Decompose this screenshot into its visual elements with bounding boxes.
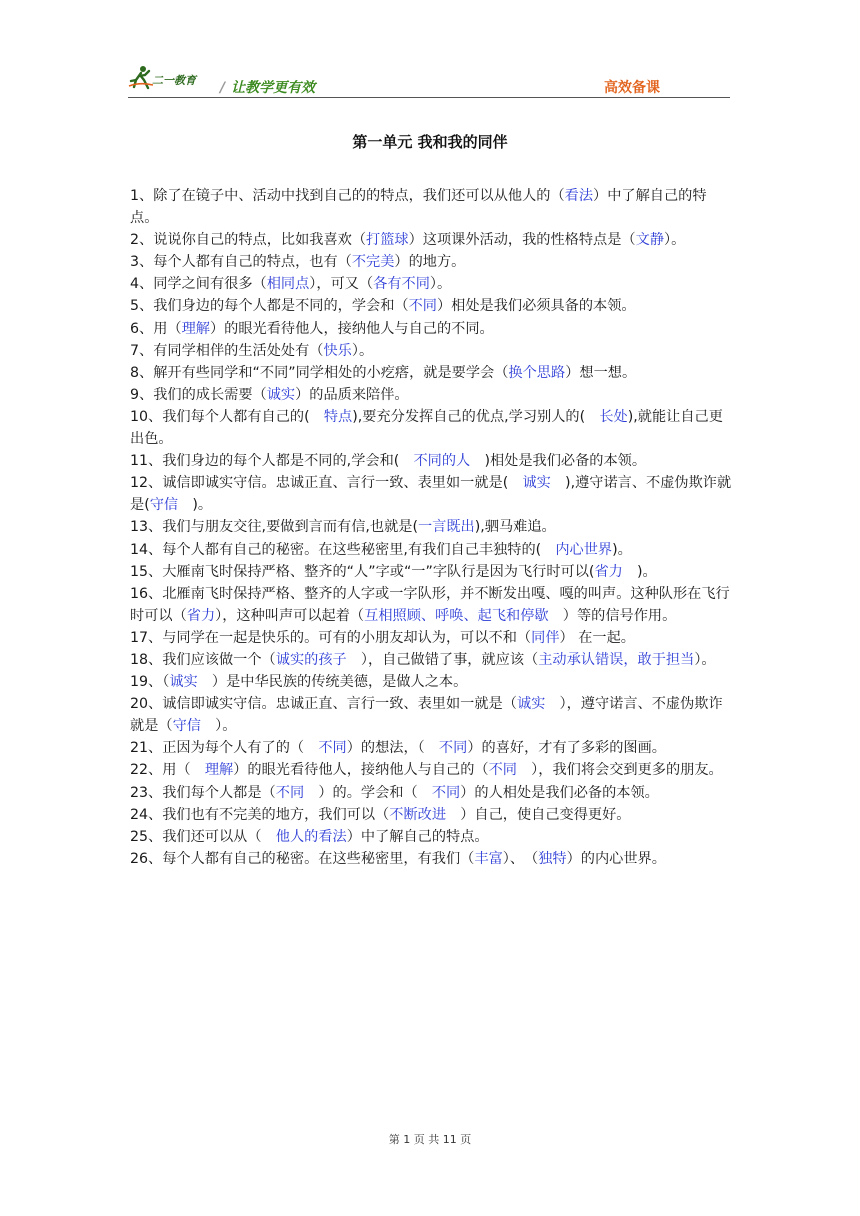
- question-item: [130, 406, 732, 450]
- answer-text: 文静: [635, 232, 665, 249]
- answer-text: 特点: [323, 408, 353, 425]
- answer-text: 一言既出: [417, 519, 475, 536]
- question-item: [130, 516, 732, 538]
- question-text: 15、大雁南飞时保持严格、整齐的“人”字或“一”字队行是因为飞行时可以(: [130, 563, 595, 580]
- question-text: )。: [612, 541, 632, 558]
- question-text: ),要充分发挥自己的优点,学习别人的(: [352, 408, 600, 425]
- question-text: ）自己，使自己变得更好。: [446, 806, 631, 823]
- answer-text: 诚实: [266, 386, 296, 403]
- answer-text: 不同: [438, 740, 468, 757]
- question-text: ）的眼光看待他人，接纳他人与自己的不同。: [209, 320, 494, 337]
- question-text: ）、 （: [502, 850, 539, 867]
- question-item: [130, 185, 732, 229]
- answer-text: 快乐: [323, 342, 352, 359]
- question-item: [130, 295, 732, 317]
- question-item: [130, 450, 732, 472]
- question-item: [130, 737, 732, 759]
- question-item: [130, 848, 732, 870]
- question-text: 17、与同学在一起是快乐的。可有的小朋友却认为，可以不和（: [130, 629, 532, 646]
- question-item: [130, 273, 732, 295]
- question-text: ),遵守诺言、不虚伪欺诈就是(: [130, 475, 732, 514]
- question-item: [130, 627, 732, 649]
- question-text: 20、诚信即诚实守信。忠诚正直、言行一致、表里如一就是（: [130, 696, 517, 713]
- header-slogan: / 让教学更有效: [220, 80, 316, 96]
- question-text: )相处是我们必备的本领。: [470, 453, 647, 470]
- answer-text: 不同的人: [413, 453, 471, 470]
- answer-text: 守信: [149, 497, 179, 514]
- question-item: [130, 782, 732, 804]
- answer-text: 内心世界: [555, 541, 613, 558]
- answer-text: 省力: [594, 563, 623, 580]
- question-text: 24、我们也有不完美的地方，我们可以（: [130, 806, 390, 823]
- question-text: 1、除了在镜子中、活动中找到自己的的特点，我们还可以从他人的（: [130, 188, 565, 204]
- question-text: 26、每个人都有自己的秘密。在这些秘密里，有我们（: [130, 850, 475, 867]
- question-text: ）的品质来陪伴。: [295, 386, 409, 403]
- answer-text: 同伴: [531, 629, 560, 646]
- question-text: ）中了解自己的特点。: [130, 188, 707, 227]
- question-text: 18、我们应该做一个（: [130, 651, 276, 668]
- question-text: 12、诚信即诚实守信。忠诚正直、言行一致、表里如一就是(: [130, 475, 523, 492]
- question-text: 6、用（: [130, 320, 182, 337]
- answer-text: 诚实: [169, 674, 198, 691]
- question-text: ）的眼光看待他人，接纳他人与自己的（: [233, 762, 489, 779]
- answer-text: 各有不同: [373, 276, 430, 293]
- question-text: 11、我们身边的每个人都是不同的,学会和(: [130, 453, 414, 470]
- question-text: ） 在一起。: [559, 629, 635, 646]
- question-item: [130, 804, 732, 826]
- question-text: 21、正因为每个人有了的（: [130, 740, 319, 757]
- question-item: [130, 561, 732, 583]
- question-text: ）。: [694, 651, 716, 668]
- question-text: 16、北雁南飞时保持严格、整齐的人字或一字队形，并不断发出嘎、嘎的叫声。这种队形在飞行时可以（: [130, 585, 730, 624]
- answer-text: 打篮球: [366, 232, 409, 249]
- question-text: )。: [622, 563, 657, 580]
- question-item: [130, 759, 732, 781]
- header-right-label: 高效备课: [604, 80, 660, 96]
- answer-text: 诚实: [522, 475, 551, 492]
- question-item: [130, 671, 732, 693]
- question-text: 14、每个人都有自己的秘密。在这些秘密里,有我们自己丰独特的(: [130, 541, 556, 558]
- answer-text: 不同: [488, 762, 517, 779]
- question-text: ),驷马难追。: [474, 519, 556, 536]
- question-text: ）的。学会和（: [304, 784, 432, 801]
- question-item: [130, 539, 732, 561]
- answer-text: 不同: [275, 784, 305, 801]
- question-text: 7、有同学相伴的生活处处有（: [130, 342, 324, 359]
- answer-text: 换个思路: [508, 364, 566, 381]
- question-text: ）中了解自己的特点。: [346, 828, 489, 845]
- question-item: [130, 384, 732, 406]
- question-item: [130, 649, 732, 671]
- question-text: ）。: [200, 718, 237, 735]
- question-text: 10、我们每个人都有自己的(: [130, 408, 324, 425]
- answer-text: 长处: [599, 408, 628, 425]
- question-text: ）的内心世界。: [566, 850, 666, 867]
- question-text: ），遵守诺言、不虚伪欺诈就是（: [130, 696, 723, 735]
- question-text: ）等的信号作用。: [548, 607, 677, 624]
- question-text: 4、同学之间有很多（: [130, 276, 267, 293]
- question-text: 8、解开有些同学和“不同”同学相处的小疙瘩，就是要学会（: [130, 364, 509, 381]
- answer-text: 相同点: [266, 276, 310, 293]
- question-text: ）想一想。: [565, 364, 637, 381]
- answer-text: 不同: [318, 740, 347, 757]
- page-header: [128, 58, 730, 98]
- answer-text: 不完美: [351, 254, 395, 271]
- question-text: ），可又（: [309, 276, 374, 293]
- question-text: ）相处是我们必须具备的本领。: [436, 298, 636, 315]
- question-text: ），自己做错了事，就应该（: [346, 651, 539, 668]
- question-item: [130, 318, 732, 340]
- question-text: ），这种叫声可以起着（: [215, 607, 365, 624]
- logo-text: 二一教育: [152, 74, 196, 87]
- question-item: [130, 251, 732, 273]
- question-item: [130, 472, 732, 516]
- answer-text: 丰富: [474, 850, 503, 867]
- question-item: [130, 826, 732, 848]
- question-text: ),就能让自己更出色。: [130, 408, 723, 448]
- answer-text: 守信: [172, 718, 201, 735]
- question-text: 22、用（: [130, 762, 205, 779]
- page-title: 第一单元 我和我的同伴: [352, 133, 508, 151]
- question-text: ）。: [664, 232, 686, 249]
- question-list: [130, 185, 732, 870]
- slogan-text: 让教学更有效: [231, 80, 316, 96]
- question-text: ）的人相处是我们必备的本领。: [460, 784, 659, 801]
- question-text: 23、我们每个人都是（: [130, 784, 276, 801]
- question-text: 5、我们身边的每个人都是不同的，学会和（: [130, 298, 409, 315]
- question-text: 3、每个人都有自己的特点，也有（: [130, 254, 352, 271]
- answer-text: 独特: [538, 850, 567, 867]
- answer-text: 他人的看法: [275, 828, 347, 845]
- answer-text: 不同: [408, 298, 437, 315]
- answer-text: 不断改进: [389, 806, 447, 823]
- question-text: 19、（: [130, 674, 170, 691]
- page-footer: 第 1 页 共 11 页: [388, 1133, 472, 1146]
- answer-text: 不同: [431, 784, 461, 801]
- answer-text: 互相照顾、呼唤、起飞和停歇: [364, 607, 549, 624]
- question-text: ）的喜好，才有了多彩的图画。: [467, 740, 666, 757]
- answer-text: 省力: [186, 607, 216, 624]
- question-text: ）这项课外活动，我的性格特点是（: [408, 232, 636, 249]
- question-text: ）是中华民族的传统美德，是做人之本。: [197, 674, 468, 691]
- answer-text: 诚实的孩子: [275, 651, 347, 668]
- question-text: 9、我们的成长需要（: [130, 386, 267, 403]
- answer-text: 主动承认错误，敢于担当: [538, 651, 695, 668]
- question-text: ）的想法，（: [346, 740, 439, 757]
- answer-text: 诚实: [516, 696, 546, 713]
- question-text: 2、说说你自己的特点，比如我喜欢（: [130, 232, 367, 249]
- question-text: 25、我们还可以从（: [130, 828, 276, 845]
- question-item: [130, 340, 732, 362]
- question-item: [130, 583, 732, 627]
- answer-text: 理解: [181, 320, 210, 337]
- question-item: [130, 362, 732, 384]
- question-text: ）。: [351, 342, 374, 359]
- question-item: [130, 693, 732, 737]
- question-text: ）。: [429, 276, 452, 293]
- question-item: [130, 229, 732, 251]
- question-text: )。: [178, 497, 213, 514]
- question-text: ），我们将会交到更多的朋友。: [516, 762, 723, 779]
- logo: [128, 64, 212, 92]
- question-text: 13、我们与朋友交往,要做到言而有信,也就是(: [130, 519, 418, 536]
- answer-text: 看法: [564, 188, 594, 204]
- question-text: ）的地方。: [394, 254, 466, 271]
- header-divider: [128, 97, 730, 98]
- answer-text: 理解: [204, 762, 234, 779]
- runner-logo-icon: [128, 64, 154, 90]
